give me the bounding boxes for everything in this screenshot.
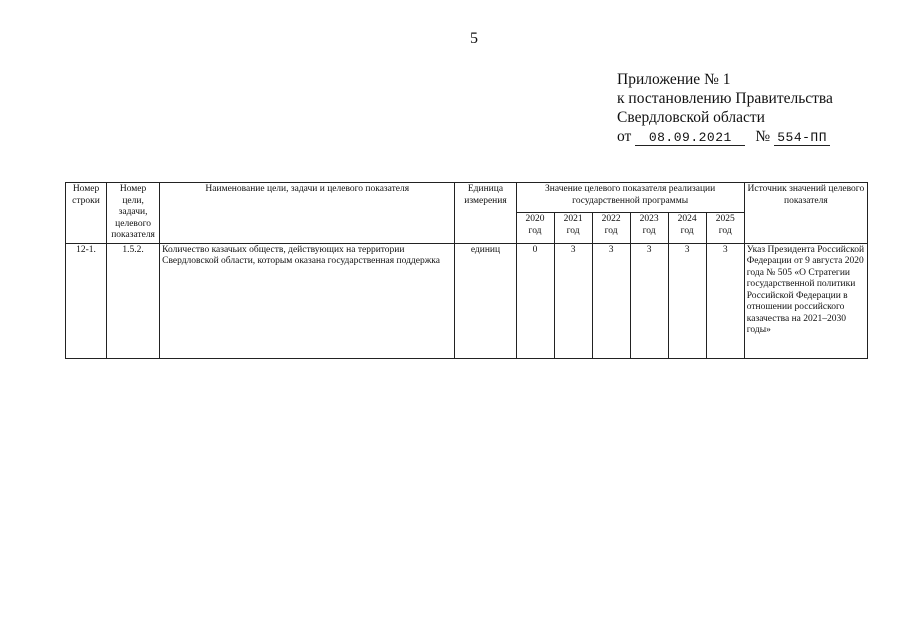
header-year: 2024 год [668,213,706,243]
header-year: 2022 год [592,213,630,243]
cell-value-2020: 0 [516,243,554,358]
appendix-date-line [617,127,833,146]
header-year: 2025 год [706,213,744,243]
cell-value-2025: 3 [706,243,744,358]
cell-row-number: 12-1. [66,243,107,358]
page-number: 5 [470,30,478,47]
header-goal-number: Номер цели, задачи, целевого показателя [107,183,160,244]
cell-unit: единиц [455,243,516,358]
table-row [66,243,868,358]
appendix-header [617,70,833,146]
appendix-line3: Свердловской области [617,109,765,126]
appendix-line2: к постановлению Правительства [617,90,833,107]
header-year: 2021 год [554,213,592,243]
header-values: Значение целевого показателя реализации государственной программы [516,183,744,213]
cell-source: Указ Президента Российской Федерации от 9 августа 2020 года № 505 «О Стратегии государственной политики Российской Федерации в отношении российского казачества на 2021–2030 годы» [744,243,867,358]
cell-value-2021: 3 [554,243,592,358]
header-year: 2023 год [630,213,668,243]
header-source: Источник значений целевого показателя [744,183,867,244]
resolution-date: 08.09.2021 [635,130,745,146]
header-unit: Единица измерения [455,183,516,244]
header-year: 2020 год [516,213,554,243]
date-prefix: от [617,128,632,145]
header-row-number: Номер строки [66,183,107,244]
cell-value-2022: 3 [592,243,630,358]
header-name: Наименование цели, задачи и целевого показателя [160,183,455,244]
goals-table [65,182,868,359]
appendix-title: Приложение № 1 [617,71,731,88]
cell-value-2023: 3 [630,243,668,358]
cell-name: Количество казачьих обществ, действующих на территории Свердловской области, которым оказана государственная поддержка [160,243,455,358]
cell-goal-number: 1.5.2. [107,243,160,358]
number-sign: № [755,128,771,145]
resolution-number: 554-ПП [774,130,830,146]
cell-value-2024: 3 [668,243,706,358]
